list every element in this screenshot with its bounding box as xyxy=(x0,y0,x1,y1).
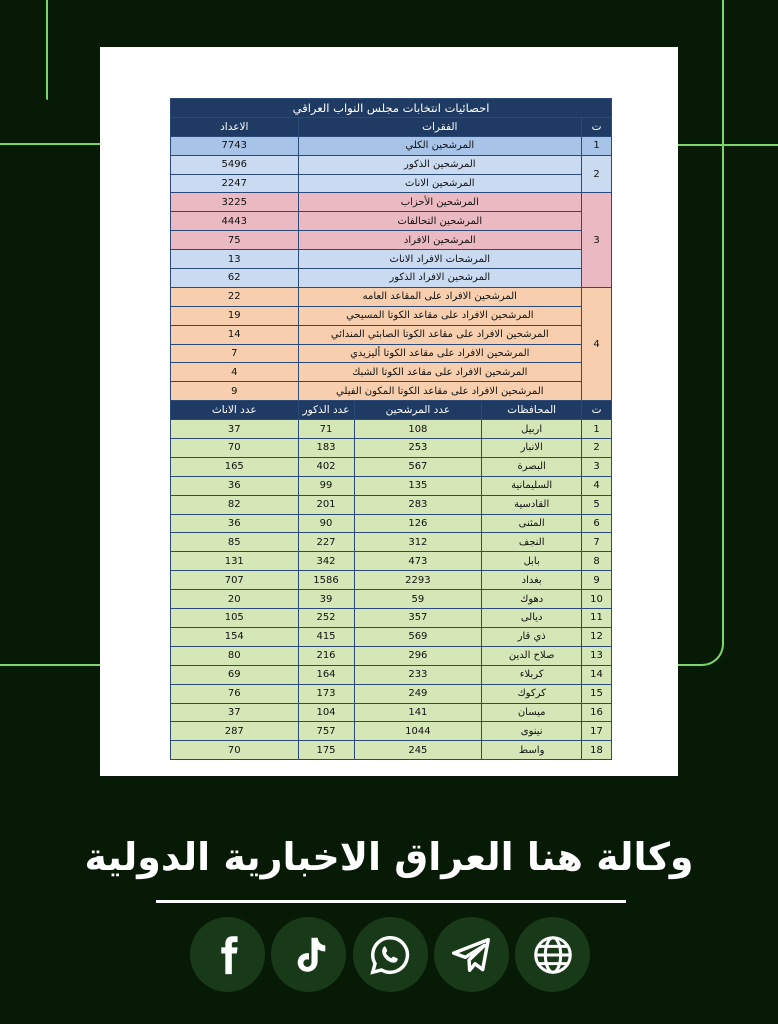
decorative-frame-left xyxy=(0,0,100,145)
province-candidates: 233 xyxy=(354,665,482,684)
province-name: بابل xyxy=(482,552,582,571)
province-row xyxy=(171,646,612,665)
row-count: 2247 xyxy=(171,174,299,193)
header-item: الفقرات xyxy=(298,117,582,136)
province-name: ميسان xyxy=(482,703,582,722)
province-females: 69 xyxy=(171,665,299,684)
row-count: 14 xyxy=(171,325,299,344)
header-females: عدد الاناث xyxy=(171,401,299,420)
province-candidates: 1044 xyxy=(354,722,482,741)
province-candidates: 567 xyxy=(354,457,482,476)
province-males: 402 xyxy=(298,457,354,476)
row-item: المرشحين الأحزاب xyxy=(298,193,582,212)
province-candidates: 473 xyxy=(354,552,482,571)
province-name: كركوك xyxy=(482,684,582,703)
tiktok-icon[interactable] xyxy=(271,917,346,992)
telegram-icon[interactable] xyxy=(434,917,509,992)
province-males: 415 xyxy=(298,627,354,646)
province-males: 173 xyxy=(298,684,354,703)
row-item: المرشحين الافراد على مقاعد الكوتا الصابئي المندائي xyxy=(298,325,582,344)
province-row xyxy=(171,533,612,552)
social-links xyxy=(190,917,590,993)
province-males: 104 xyxy=(298,703,354,722)
province-females: 36 xyxy=(171,514,299,533)
row-count: 3225 xyxy=(171,193,299,212)
province-candidates: 249 xyxy=(354,684,482,703)
province-males: 39 xyxy=(298,590,354,609)
province-candidates: 253 xyxy=(354,439,482,458)
province-name: كربلاء xyxy=(482,665,582,684)
province-row xyxy=(171,627,612,646)
row-no: 3 xyxy=(582,193,612,287)
province-no: 15 xyxy=(582,684,612,703)
province-row xyxy=(171,609,612,628)
row-count: 7 xyxy=(171,344,299,363)
province-candidates: 141 xyxy=(354,703,482,722)
province-no: 14 xyxy=(582,665,612,684)
province-females: 165 xyxy=(171,457,299,476)
province-candidates: 2293 xyxy=(354,571,482,590)
row-item: المرشحين الاناث xyxy=(298,174,582,193)
province-females: 85 xyxy=(171,533,299,552)
table-row xyxy=(171,287,612,306)
province-males: 164 xyxy=(298,665,354,684)
table-header-row xyxy=(171,117,612,136)
row-count: 7743 xyxy=(171,136,299,155)
province-no: 8 xyxy=(582,552,612,571)
province-no: 10 xyxy=(582,590,612,609)
row-item: المرشحين الافراد على مقاعد الكوتا المكون الفيلي xyxy=(298,382,582,401)
row-item: المرشحين الافراد على مقاعد الكوتا الشبك xyxy=(298,363,582,382)
row-item: المرشحين الكلي xyxy=(298,136,582,155)
province-males: 342 xyxy=(298,552,354,571)
province-no: 7 xyxy=(582,533,612,552)
table-row xyxy=(171,363,612,382)
province-no: 13 xyxy=(582,646,612,665)
province-row xyxy=(171,571,612,590)
province-header-row xyxy=(171,401,612,420)
province-females: 707 xyxy=(171,571,299,590)
row-count: 22 xyxy=(171,287,299,306)
province-males: 216 xyxy=(298,646,354,665)
province-males: 252 xyxy=(298,609,354,628)
row-item: المرشحين الافراد على مقاعد الكوتا أليزيدي xyxy=(298,344,582,363)
province-males: 201 xyxy=(298,495,354,514)
province-row xyxy=(171,514,612,533)
province-females: 37 xyxy=(171,420,299,439)
province-no: 9 xyxy=(582,571,612,590)
province-females: 76 xyxy=(171,684,299,703)
row-no: 4 xyxy=(582,287,612,400)
row-count: 4 xyxy=(171,363,299,382)
election-statistics-table xyxy=(170,98,612,760)
decorative-frame-left-vertical xyxy=(46,0,48,100)
province-no: 2 xyxy=(582,439,612,458)
facebook-icon[interactable] xyxy=(190,917,265,992)
header-candidates: عدد المرشحين xyxy=(354,401,482,420)
province-females: 37 xyxy=(171,703,299,722)
table-title-row xyxy=(171,99,612,118)
decorative-frame-right xyxy=(676,144,778,146)
province-name: بغداد xyxy=(482,571,582,590)
row-item: المرشحين الافراد على المقاعد العامه xyxy=(298,287,582,306)
table-row xyxy=(171,212,612,231)
province-males: 757 xyxy=(298,722,354,741)
province-females: 70 xyxy=(171,741,299,760)
table-row xyxy=(171,193,612,212)
table-row xyxy=(171,250,612,269)
province-candidates: 245 xyxy=(354,741,482,760)
table-row xyxy=(171,269,612,288)
province-row xyxy=(171,741,612,760)
row-item: المرشحين الافراد الذكور xyxy=(298,269,582,288)
province-name: اربيل xyxy=(482,420,582,439)
row-item: المرشحين الافراد على مقاعد الكوتا المسيحي xyxy=(298,306,582,325)
table-row xyxy=(171,306,612,325)
province-name: المثنى xyxy=(482,514,582,533)
row-count: 62 xyxy=(171,269,299,288)
whatsapp-icon[interactable] xyxy=(353,917,428,992)
table-row xyxy=(171,155,612,174)
province-candidates: 357 xyxy=(354,609,482,628)
header-no: ت xyxy=(582,117,612,136)
province-females: 20 xyxy=(171,590,299,609)
province-candidates: 312 xyxy=(354,533,482,552)
header-count: الاعداد xyxy=(171,117,299,136)
row-no: 2 xyxy=(582,155,612,193)
province-row xyxy=(171,457,612,476)
province-row xyxy=(171,722,612,741)
province-no: 11 xyxy=(582,609,612,628)
province-no: 3 xyxy=(582,457,612,476)
province-candidates: 126 xyxy=(354,514,482,533)
province-candidates: 296 xyxy=(354,646,482,665)
row-item: المرشحين الافراد xyxy=(298,231,582,250)
province-name: ديالى xyxy=(482,609,582,628)
row-count: 9 xyxy=(171,382,299,401)
table-title: احصائيات انتخابات مجلس النواب العراقي xyxy=(171,99,612,118)
province-row xyxy=(171,703,612,722)
province-name: دهوك xyxy=(482,590,582,609)
province-name: الانبار xyxy=(482,439,582,458)
province-females: 82 xyxy=(171,495,299,514)
globe-icon[interactable] xyxy=(515,917,590,992)
province-name: ذي قار xyxy=(482,627,582,646)
province-row xyxy=(171,684,612,703)
header-no: ت xyxy=(582,401,612,420)
table-row xyxy=(171,174,612,193)
table-row xyxy=(171,344,612,363)
statistics-document xyxy=(100,47,678,776)
agency-name: وكالة هنا العراق الاخبارية الدولية xyxy=(84,835,694,879)
province-no: 5 xyxy=(582,495,612,514)
province-row xyxy=(171,439,612,458)
province-candidates: 135 xyxy=(354,476,482,495)
province-males: 175 xyxy=(298,741,354,760)
province-candidates: 569 xyxy=(354,627,482,646)
province-males: 227 xyxy=(298,533,354,552)
row-item: المرشحات الافراد الاناث xyxy=(298,250,582,269)
province-row xyxy=(171,476,612,495)
row-no: 1 xyxy=(582,136,612,155)
province-no: 12 xyxy=(582,627,612,646)
province-males: 90 xyxy=(298,514,354,533)
province-females: 105 xyxy=(171,609,299,628)
province-candidates: 108 xyxy=(354,420,482,439)
table-row xyxy=(171,325,612,344)
table-row xyxy=(171,382,612,401)
row-count: 4443 xyxy=(171,212,299,231)
province-females: 80 xyxy=(171,646,299,665)
province-no: 16 xyxy=(582,703,612,722)
table-row xyxy=(171,231,612,250)
province-no: 6 xyxy=(582,514,612,533)
province-row xyxy=(171,420,612,439)
province-females: 287 xyxy=(171,722,299,741)
row-item: المرشحين الذكور xyxy=(298,155,582,174)
header-males: عدد الذكور xyxy=(298,401,354,420)
province-name: السليمانية xyxy=(482,476,582,495)
province-females: 131 xyxy=(171,552,299,571)
row-count: 13 xyxy=(171,250,299,269)
province-females: 70 xyxy=(171,439,299,458)
province-row xyxy=(171,665,612,684)
footer-divider xyxy=(156,900,626,903)
province-row xyxy=(171,590,612,609)
province-no: 17 xyxy=(582,722,612,741)
province-males: 183 xyxy=(298,439,354,458)
province-name: صلاح الدين xyxy=(482,646,582,665)
province-name: نينوى xyxy=(482,722,582,741)
row-item: المرشحين التحالفات xyxy=(298,212,582,231)
province-males: 1586 xyxy=(298,571,354,590)
province-no: 4 xyxy=(582,476,612,495)
province-row xyxy=(171,495,612,514)
row-count: 19 xyxy=(171,306,299,325)
province-no: 18 xyxy=(582,741,612,760)
table-row xyxy=(171,136,612,155)
province-females: 36 xyxy=(171,476,299,495)
province-name: القادسية xyxy=(482,495,582,514)
province-males: 99 xyxy=(298,476,354,495)
row-count: 5496 xyxy=(171,155,299,174)
province-candidates: 59 xyxy=(354,590,482,609)
province-name: البصرة xyxy=(482,457,582,476)
province-females: 154 xyxy=(171,627,299,646)
province-name: النجف xyxy=(482,533,582,552)
province-no: 1 xyxy=(582,420,612,439)
header-province: المحافظات xyxy=(482,401,582,420)
province-name: واسط xyxy=(482,741,582,760)
province-row xyxy=(171,552,612,571)
row-count: 75 xyxy=(171,231,299,250)
province-candidates: 283 xyxy=(354,495,482,514)
province-males: 71 xyxy=(298,420,354,439)
